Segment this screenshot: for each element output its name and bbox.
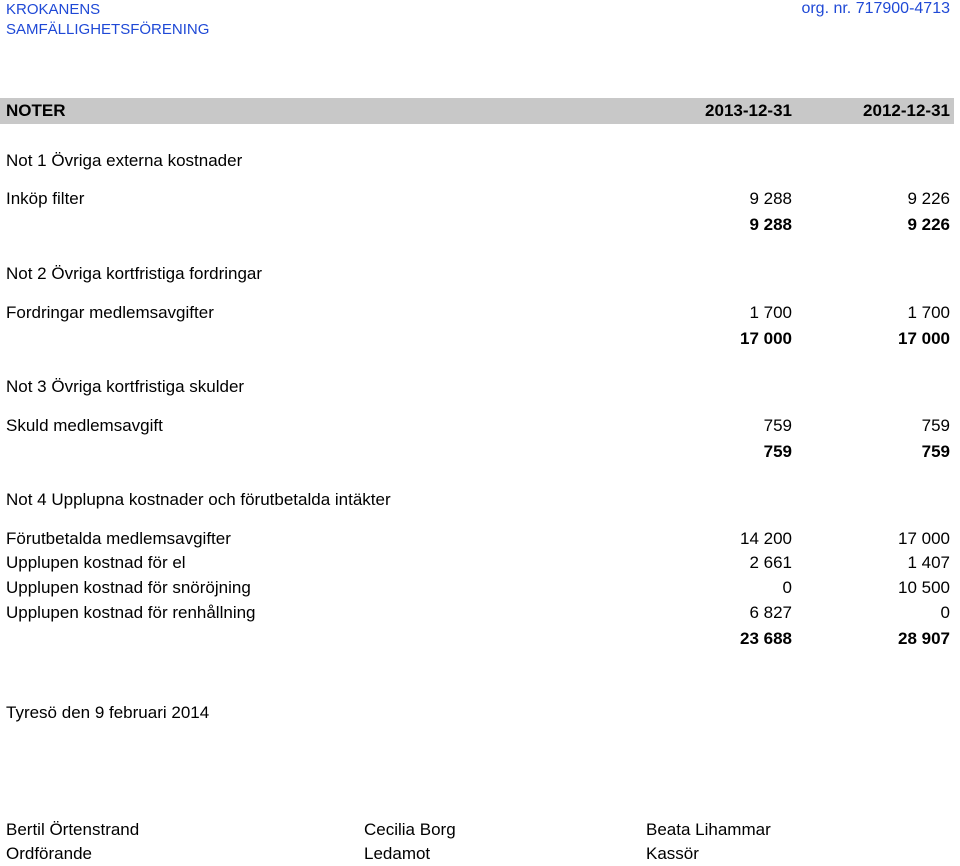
total-2012: 17 000 [898, 329, 950, 348]
value-2012: 17 000 [898, 529, 950, 548]
total-row [0, 628, 954, 650]
signatory-name: Beata Lihammar [646, 820, 771, 839]
signatory [364, 818, 456, 866]
signatory [646, 818, 771, 866]
value-2013: 2 661 [749, 553, 792, 572]
signatory [6, 818, 139, 866]
value-2013: 14 200 [740, 529, 792, 548]
row-label: Fordringar medlemsavgifter [6, 303, 214, 322]
table-row [0, 552, 954, 574]
note-1-title: Not 1 Övriga externa kostnader [6, 151, 243, 170]
table-row [0, 602, 954, 624]
total-2013: 17 000 [740, 329, 792, 348]
total-row [0, 214, 954, 236]
note-title [0, 263, 954, 285]
signatory-name: Cecilia Borg [364, 820, 456, 839]
place-date [0, 702, 954, 724]
table-row [0, 577, 954, 599]
value-2013: 9 288 [749, 189, 792, 208]
value-2013: 1 700 [749, 303, 792, 322]
total-row [0, 328, 954, 350]
signatory-role: Ordförande [6, 844, 92, 863]
total-row [0, 441, 954, 463]
table-row [0, 302, 954, 324]
table-row [0, 415, 954, 437]
total-2012: 28 907 [898, 629, 950, 648]
total-2013: 9 288 [749, 215, 792, 234]
total-2013: 759 [763, 442, 792, 461]
association-name [6, 0, 209, 40]
value-2012: 759 [921, 416, 950, 435]
note-4-title: Not 4 Upplupna kostnader och förutbetalda intäkter [6, 490, 391, 509]
note-title [0, 376, 954, 398]
association-name-line2: SAMFÄLLIGHETSFÖRENING [6, 21, 210, 38]
note-title [0, 489, 954, 511]
total-2013: 23 688 [740, 629, 792, 648]
note-3-title: Not 3 Övriga kortfristiga skulder [6, 377, 245, 396]
table-row [0, 528, 954, 550]
total-2012: 759 [921, 442, 950, 461]
note-title [0, 150, 954, 172]
notes-title: NOTER [6, 101, 66, 120]
value-2013: 6 827 [749, 603, 792, 622]
org-number: org. nr. 717900-4713 [801, 0, 950, 17]
row-label: Upplupen kostnad för el [6, 553, 186, 572]
value-2013: 0 [782, 578, 792, 597]
value-2012: 1 700 [907, 303, 950, 322]
notes-header [0, 100, 954, 122]
value-2012: 1 407 [907, 553, 950, 572]
row-label: Skuld medlemsavgift [6, 416, 163, 435]
row-label: Upplupen kostnad för renhållning [6, 603, 256, 622]
place-date-text: Tyresö den 9 februari 2014 [6, 703, 210, 722]
association-name-line1: KROKANENS [6, 1, 101, 18]
signatory-role: Kassör [646, 844, 699, 863]
column-header-2013: 2013-12-31 [705, 101, 792, 120]
value-2012: 9 226 [907, 189, 950, 208]
value-2012: 10 500 [898, 578, 950, 597]
signatory-role: Ledamot [364, 844, 431, 863]
note-2-title: Not 2 Övriga kortfristiga fordringar [6, 264, 263, 283]
signatory-name: Bertil Örtenstrand [6, 820, 140, 839]
total-2012: 9 226 [907, 215, 950, 234]
column-header-2012: 2012-12-31 [863, 101, 950, 120]
row-label: Förutbetalda medlemsavgifter [6, 529, 231, 548]
value-2013: 759 [763, 416, 792, 435]
table-row [0, 188, 954, 210]
value-2012: 0 [940, 603, 950, 622]
row-label: Inköp filter [6, 189, 85, 208]
row-label: Upplupen kostnad för snöröjning [6, 578, 251, 597]
